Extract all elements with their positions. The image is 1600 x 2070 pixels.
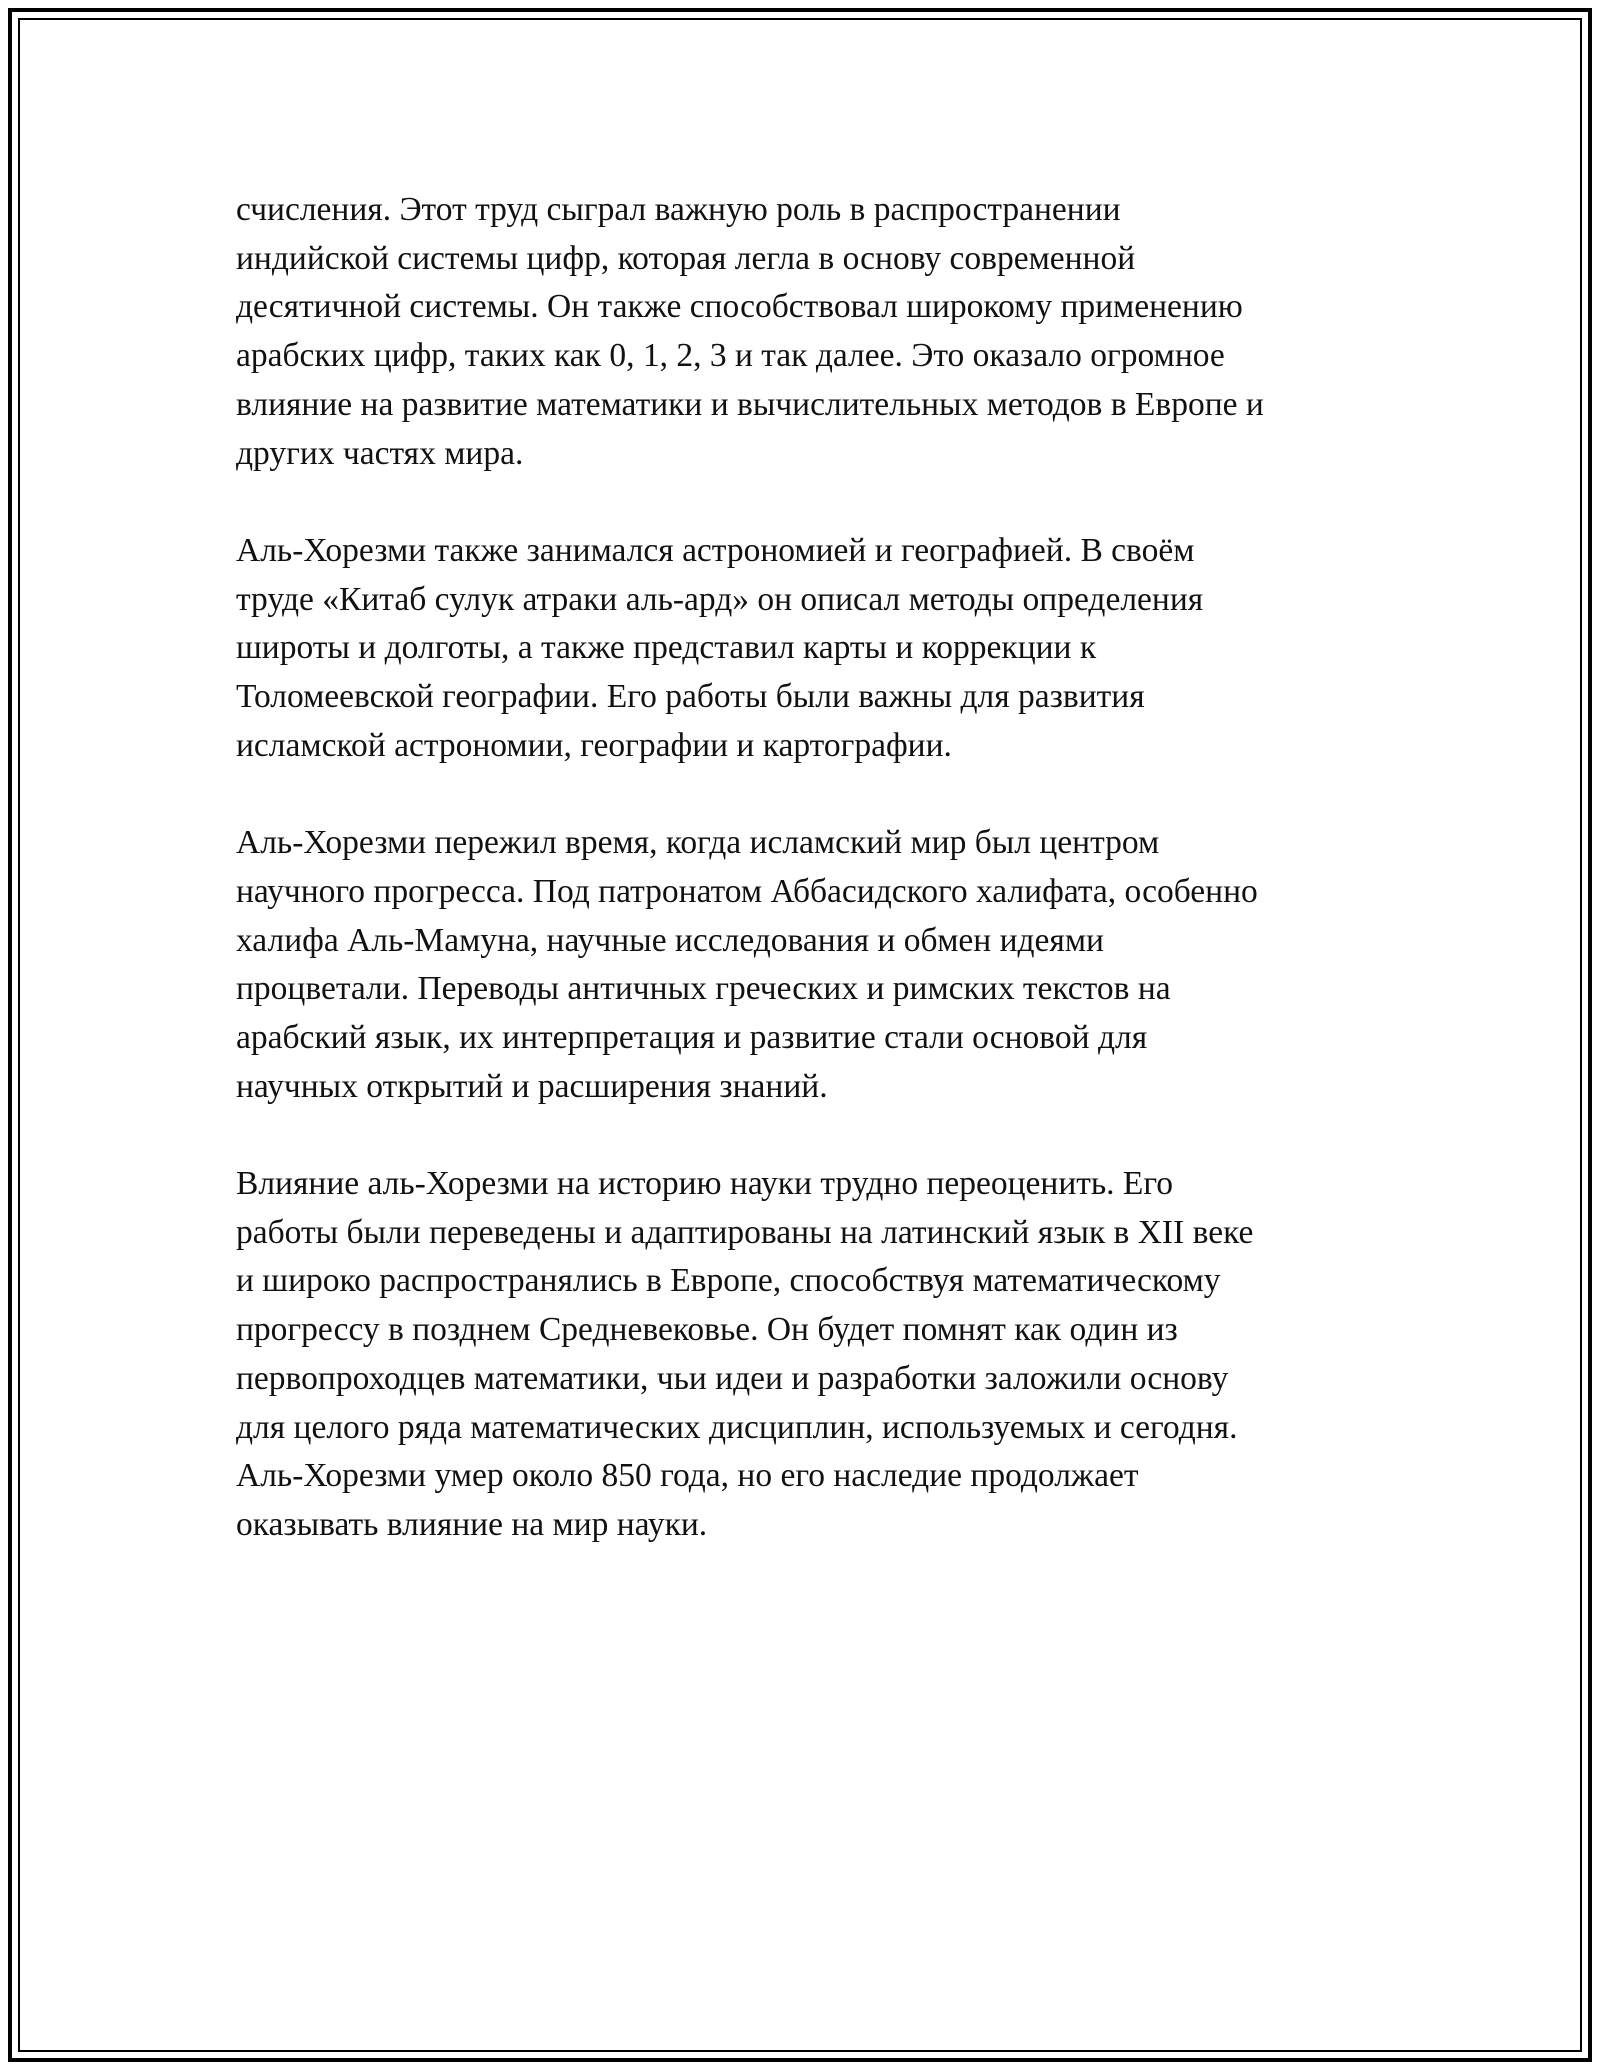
paragraph-1: [236, 186, 1386, 478]
text-line: счисления. Этот труд сыграл важную роль в распространении: [236, 191, 1121, 228]
text-line: Аль-Хорезми умер около 850 года, но его наследие продолжает: [236, 1457, 1139, 1495]
text-line: арабских цифр, таких как 0, 1, 2, 3 и так далее. Это оказало огромное: [236, 337, 1225, 375]
paragraph-4: [236, 1160, 1386, 1550]
text-line: индийской системы цифр, которая легла в основу современной: [236, 239, 1136, 277]
paragraph-2: [236, 527, 1386, 771]
text-line: научного прогресса. Под патронатом Аббасидского халифата, особенно: [236, 872, 1258, 910]
paragraph-3: [236, 819, 1386, 1111]
text-line: исламской астрономии, географии и картографии.: [236, 726, 952, 764]
text-line: работы были переведены и адаптированы на латинский язык в XII веке: [236, 1213, 1254, 1251]
text-line: арабский язык, их интерпретация и развитие стали основой для: [236, 1018, 1148, 1056]
text-line: процветали. Переводы античных греческих и римских текстов на: [236, 970, 1171, 1008]
text-line: широты и долготы, а также представил карты и коррекции к: [236, 629, 1097, 667]
text-line: научных открытий и расширения знаний.: [236, 1067, 828, 1105]
text-line: первопроходцев математики, чьи идеи и разработки заложили основу: [236, 1359, 1229, 1397]
text-line: влияние на развитие математики и вычислительных методов в Европе и: [236, 385, 1264, 423]
text-line: Аль-Хорезми пережил время, когда исламский мир был центром: [236, 824, 1160, 862]
text-line: для целого ряда математических дисциплин, используемых и сегодня.: [236, 1408, 1238, 1446]
text-line: десятичной системы. Он также способствовал широкому применению: [236, 288, 1243, 326]
text-line: прогрессу в позднем Средневековье. Он будет помнят как один из: [236, 1311, 1178, 1349]
text-line: других частях мира.: [236, 434, 524, 472]
text-line: халифа Аль-Мамуна, научные исследования и обмен идеями: [236, 921, 1104, 959]
document-body: [236, 186, 1386, 1598]
text-line: Толомеевской географии. Его работы были важны для развития: [236, 678, 1145, 716]
text-line: труде «Китаб сулук атраки аль-ард» он описал методы определения: [236, 580, 1204, 618]
text-line: и широко распространялись в Европе, способствуя математическому: [236, 1262, 1221, 1300]
text-line: оказывать влияние на мир науки.: [236, 1505, 708, 1543]
text-line: Аль-Хорезми также занимался астрономией и географией. В своём: [236, 531, 1195, 569]
text-line: Влияние аль-Хорезми на историю науки трудно переоценить. Его: [236, 1165, 1174, 1203]
